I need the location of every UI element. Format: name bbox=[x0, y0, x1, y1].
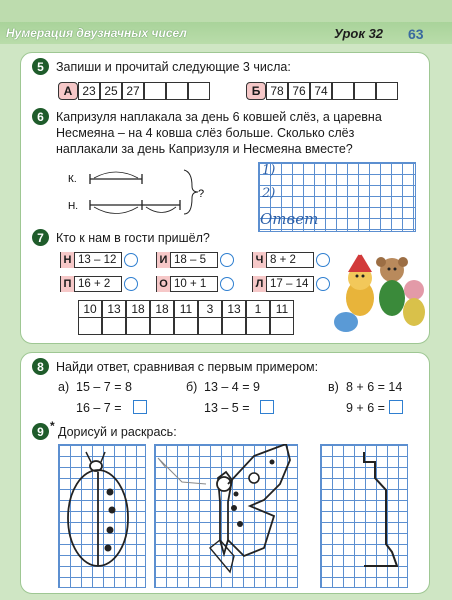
chess-drawing bbox=[320, 444, 408, 588]
answer-cell[interactable] bbox=[166, 82, 188, 100]
guests-illustration bbox=[330, 240, 428, 336]
item-letter: П bbox=[61, 276, 75, 292]
lesson-label: Урок 32 bbox=[334, 26, 384, 41]
letter-cell[interactable] bbox=[126, 317, 150, 335]
guest-item bbox=[60, 252, 138, 268]
task-5-group-b bbox=[246, 82, 398, 100]
letter-cell[interactable] bbox=[78, 317, 102, 335]
answer-number: 13 bbox=[102, 300, 126, 318]
page-number: 63 bbox=[408, 26, 424, 42]
answer-strip-letters bbox=[78, 317, 294, 335]
group-a-value: 27 bbox=[122, 82, 144, 100]
task-9-star: * bbox=[50, 419, 55, 433]
col-a-line2: 16 – 7 = bbox=[76, 401, 122, 415]
task-6-text-line2: Несмеяна – на 4 ковша слёз больше. Сколько слёз bbox=[56, 126, 355, 140]
item-letter: Л bbox=[253, 276, 267, 292]
col-b-line2: 13 – 5 = bbox=[204, 401, 250, 415]
task-6-text-line1: Капризуля наплакала за день 6 ковшей слёз, а царевна bbox=[56, 110, 382, 124]
col-v-label: в) bbox=[328, 380, 339, 394]
task-8-number: 8 bbox=[32, 358, 49, 375]
answer-strip-numbers bbox=[78, 300, 294, 318]
hand-answer: Ответ bbox=[260, 210, 319, 228]
item-letter: Н bbox=[61, 252, 75, 268]
answer-number: 18 bbox=[126, 300, 150, 318]
task-6-text-line3: наплакали за день Капризуля и Несмеяна вместе? bbox=[56, 142, 353, 156]
answer-cell[interactable] bbox=[332, 82, 354, 100]
answer-circle[interactable] bbox=[220, 277, 234, 291]
answer-circle[interactable] bbox=[124, 277, 138, 291]
item-letter: Ч bbox=[253, 252, 267, 268]
task-5-number: 5 bbox=[32, 58, 49, 75]
hand-2: 2) bbox=[262, 186, 276, 201]
task-8-text: Найди ответ, сравнивая с первым примером: bbox=[56, 360, 319, 374]
answer-cell[interactable] bbox=[376, 82, 398, 100]
task-7-text: Кто к нам в гости пришёл? bbox=[56, 231, 210, 245]
letter-cell[interactable] bbox=[102, 317, 126, 335]
col-v-line2: 9 + 6 = bbox=[346, 401, 385, 415]
butterfly-drawing bbox=[154, 444, 298, 588]
answer-number: 1 bbox=[246, 300, 270, 318]
guest-item bbox=[156, 276, 234, 292]
col-b-label: б) bbox=[186, 380, 198, 394]
answer-circle[interactable] bbox=[316, 253, 330, 267]
answer-number: 10 bbox=[78, 300, 102, 318]
group-a-value: 25 bbox=[100, 82, 122, 100]
answer-cell[interactable] bbox=[354, 82, 376, 100]
label-n: Н. bbox=[68, 201, 78, 212]
col-a-line1: 15 – 7 = 8 bbox=[76, 380, 132, 394]
answer-circle[interactable] bbox=[220, 253, 234, 267]
letter-cell[interactable] bbox=[150, 317, 174, 335]
page-title: Нумерация двузначных чисел bbox=[6, 26, 187, 40]
guest-item bbox=[252, 252, 330, 268]
answer-box[interactable] bbox=[389, 400, 403, 414]
letter-cell[interactable] bbox=[174, 317, 198, 335]
hand-1: 1) bbox=[262, 163, 276, 178]
item-letter: О bbox=[157, 276, 171, 292]
item-expr: 16 + 2 bbox=[78, 278, 111, 290]
answer-circle[interactable] bbox=[124, 253, 138, 267]
ladybug-drawing bbox=[58, 444, 146, 588]
task-7-number: 7 bbox=[32, 229, 49, 246]
label-k: К. bbox=[68, 174, 77, 185]
group-b-value: 74 bbox=[310, 82, 332, 100]
item-expr: 8 + 2 bbox=[270, 254, 296, 266]
guest-item bbox=[60, 276, 138, 292]
letter-cell[interactable] bbox=[222, 317, 246, 335]
answer-number: 13 bbox=[222, 300, 246, 318]
segment-diagram bbox=[60, 164, 210, 224]
letter-cell[interactable] bbox=[270, 317, 294, 335]
task-9-number: 9 bbox=[32, 423, 49, 440]
answer-circle[interactable] bbox=[316, 277, 330, 291]
answer-number: 18 bbox=[150, 300, 174, 318]
task-6-number: 6 bbox=[32, 108, 49, 125]
item-expr: 17 – 14 bbox=[270, 278, 309, 290]
col-a-label: а) bbox=[58, 380, 70, 394]
group-b-value: 78 bbox=[266, 82, 288, 100]
group-a-value: 23 bbox=[78, 82, 100, 100]
group-b-value: 76 bbox=[288, 82, 310, 100]
item-expr: 18 – 5 bbox=[174, 254, 206, 266]
answer-number: 11 bbox=[270, 300, 294, 318]
task-5-group-a bbox=[58, 82, 210, 100]
col-v-line1: 8 + 6 = 14 bbox=[346, 380, 403, 394]
task-5-text: Запиши и прочитай следующие 3 числа: bbox=[56, 60, 291, 74]
group-a-label: А bbox=[58, 82, 78, 100]
guest-item bbox=[156, 252, 234, 268]
task-9-text: Дорисуй и раскрась: bbox=[58, 425, 177, 439]
answer-number: 3 bbox=[198, 300, 222, 318]
answer-cell[interactable] bbox=[144, 82, 166, 100]
answer-number: 11 bbox=[174, 300, 198, 318]
question-mark: ? bbox=[198, 188, 205, 200]
letter-cell[interactable] bbox=[198, 317, 222, 335]
col-b-line1: 13 – 4 = 9 bbox=[204, 380, 260, 394]
guest-item bbox=[252, 276, 330, 292]
letter-cell[interactable] bbox=[246, 317, 270, 335]
answer-cell[interactable] bbox=[188, 82, 210, 100]
answer-box[interactable] bbox=[260, 400, 274, 414]
item-expr: 10 + 1 bbox=[174, 278, 207, 290]
answer-box[interactable] bbox=[133, 400, 147, 414]
item-letter: И bbox=[157, 252, 171, 268]
group-b-label: Б bbox=[246, 82, 266, 100]
item-expr: 13 – 12 bbox=[78, 254, 117, 266]
